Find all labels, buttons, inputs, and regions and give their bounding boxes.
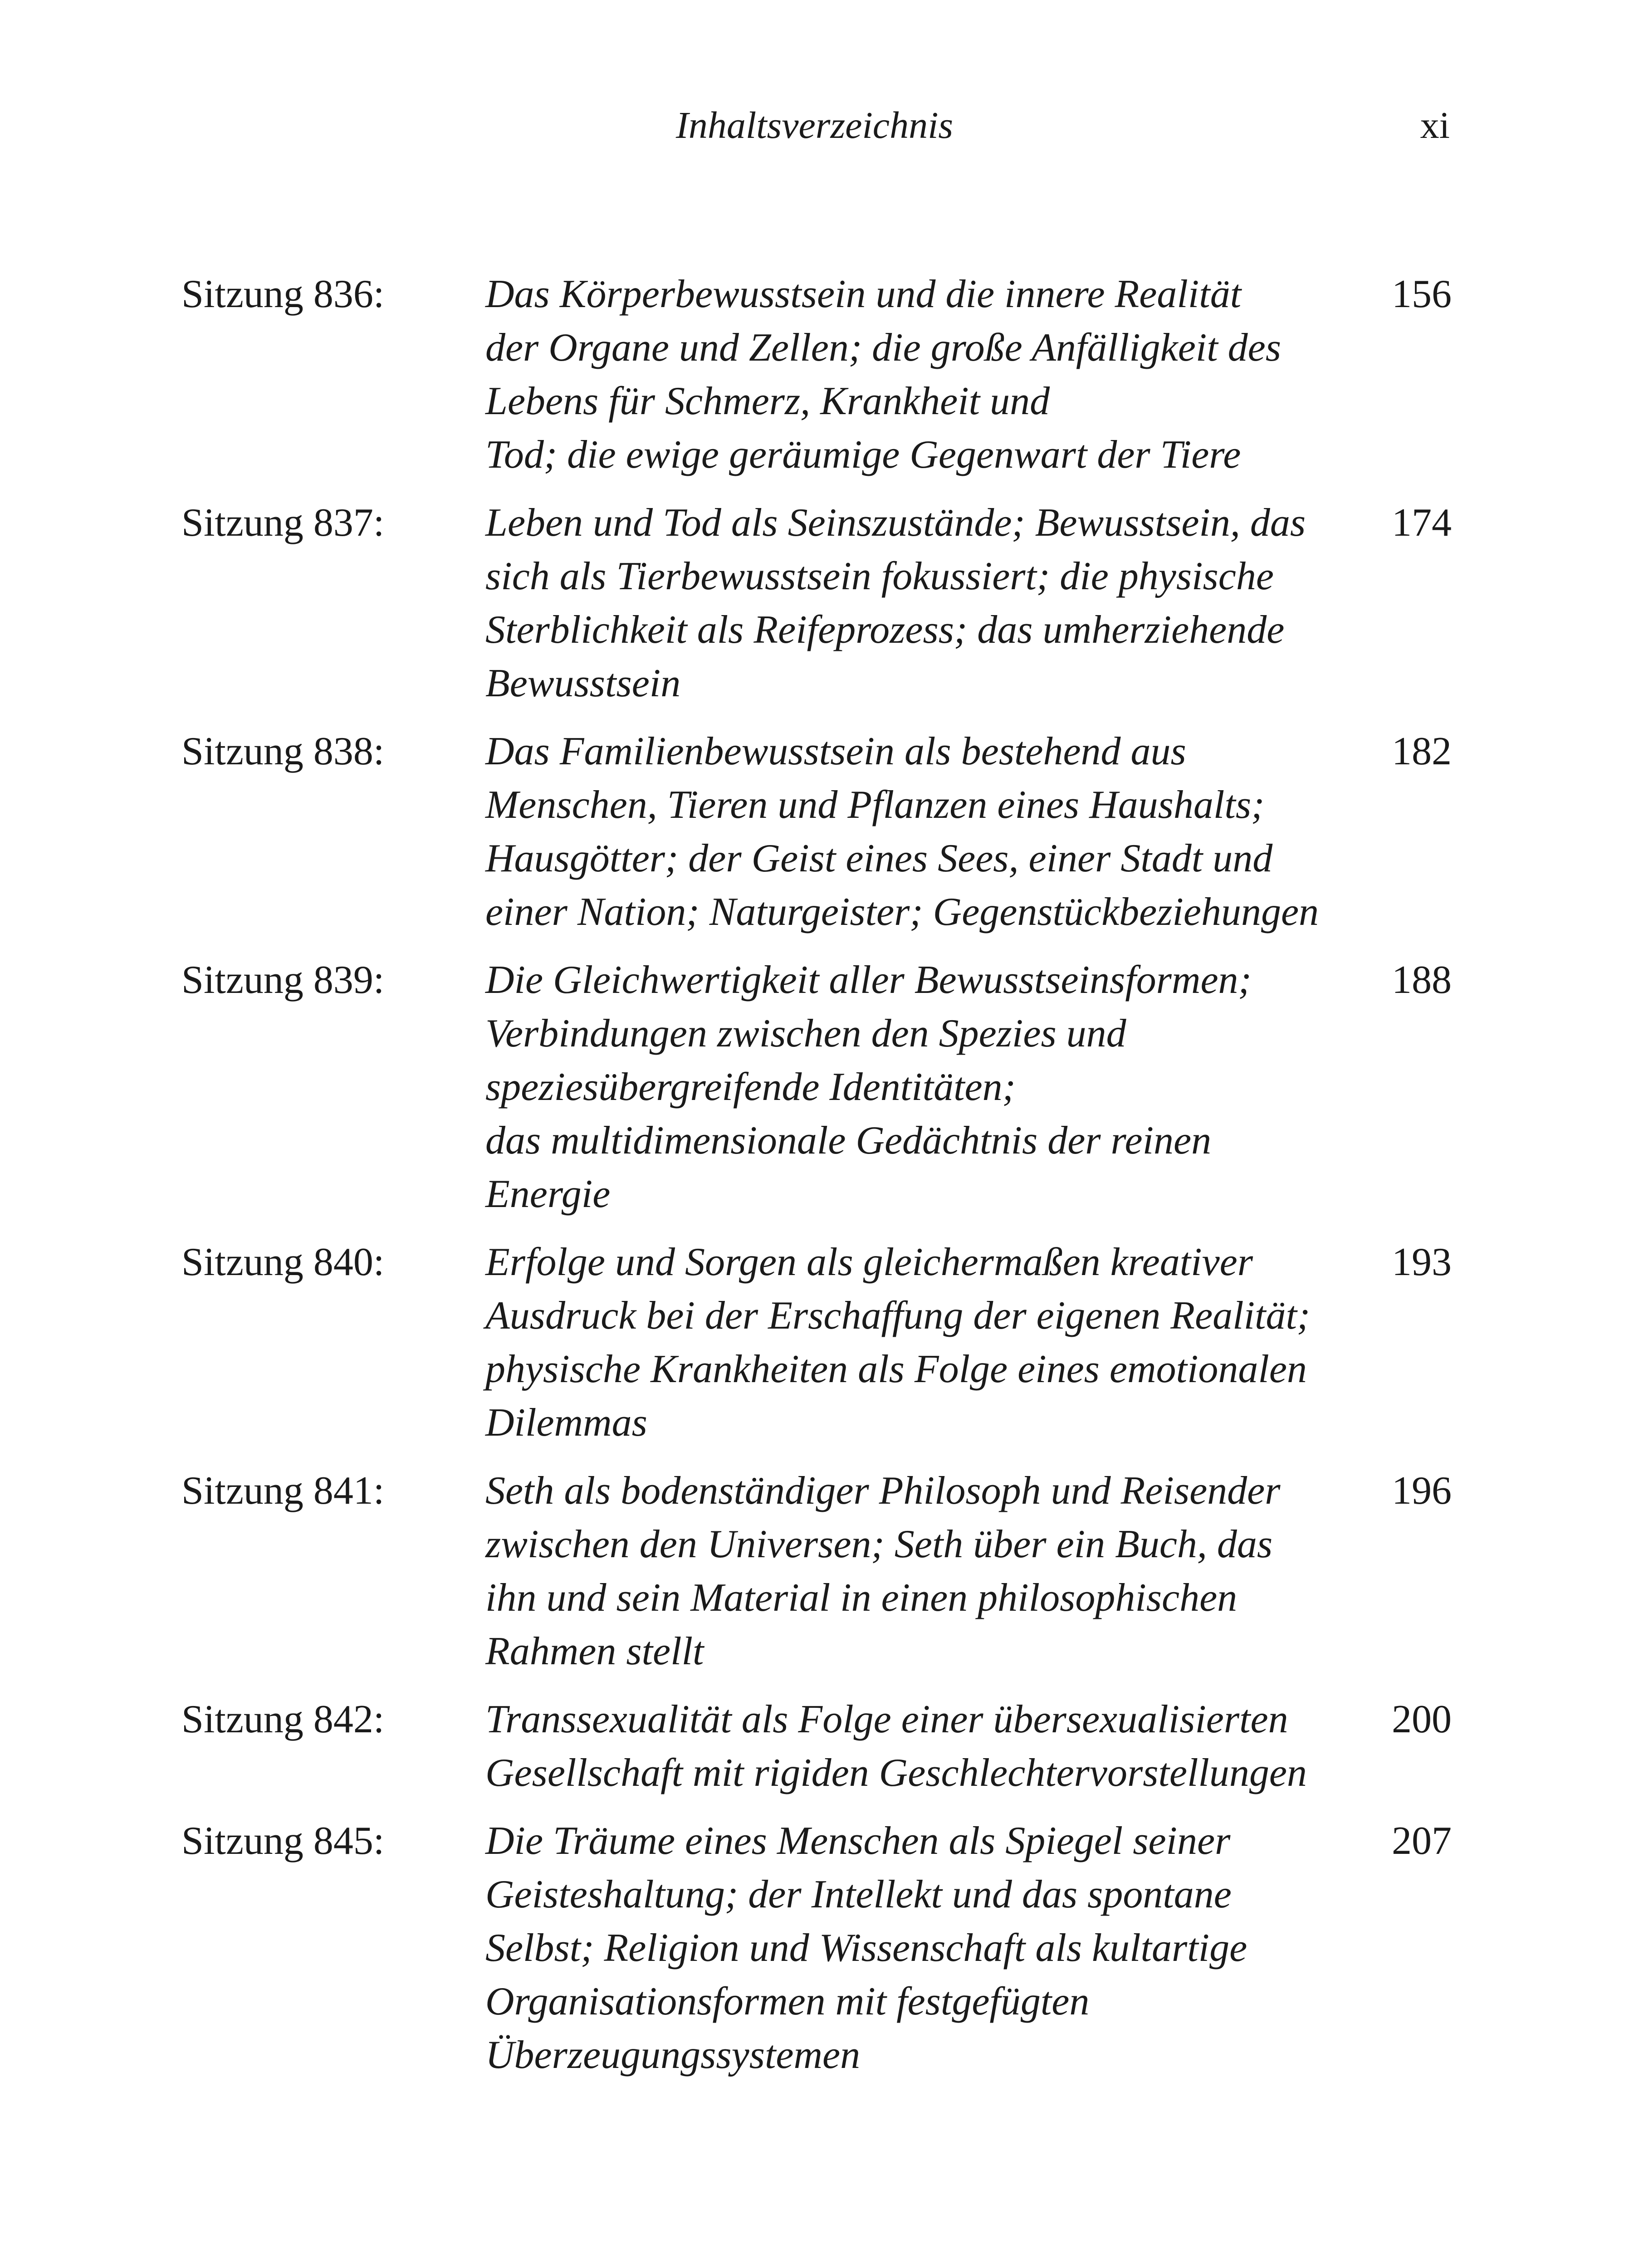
page-header [0,101,1629,151]
toc-entry [181,1236,1452,1450]
session-description [485,953,1347,1221]
description-line: Die Gleichwertigkeit aller Bewusstseinsformen; [485,958,1252,1002]
description-line: Transsexualität als Folge einer übersexualisierten [485,1697,1288,1741]
description-line: ihn und sein Material in einen philosophischen [485,1576,1238,1620]
description-line: speziesübergreifende Identitäten; [485,1065,1016,1109]
description-line: Dilemmas [485,1401,647,1445]
session-description [485,725,1347,939]
toc-entry [181,496,1452,710]
description-line: Ausdruck bei der Erschaffung der eigenen Realität; [485,1294,1311,1338]
toc-entry [181,1693,1452,1800]
description-line: einer Nation; Naturgeister; Gegenstückbeziehungen [485,890,1319,934]
session-label: Sitzung 841: [181,1469,385,1513]
toc-entry [181,725,1452,939]
description-line: Verbindungen zwischen den Spezies und [485,1012,1126,1056]
session-label: Sitzung 837: [181,501,385,545]
description-line: Überzeugungssystemen [485,2033,861,2077]
description-line: Gesellschaft mit rigiden Geschlechtervorstellungen [485,1751,1307,1795]
description-line: Menschen, Tieren und Pflanzen eines Haushalts; [485,783,1265,827]
toc-entry [181,1464,1452,1678]
description-line: Sterblichkeit als Reifeprozess; das umherziehende [485,608,1285,652]
toc-entry [181,1814,1452,2082]
table-of-contents [181,268,1452,2097]
description-line: zwischen den Universen; Seth über ein Buch, das [485,1522,1273,1566]
session-page-number: 188 [1392,958,1452,1002]
description-line: sich als Tierbewusstsein fokussiert; die physische [485,554,1274,598]
session-description [485,1464,1347,1678]
description-line: Tod; die ewige geräumige Gegenwart der Tiere [485,433,1241,477]
session-description [485,268,1347,482]
toc-entry [181,953,1452,1221]
session-label: Sitzung 839: [181,958,385,1002]
running-title: Inhaltsverzeichnis [675,104,954,147]
description-line: Die Träume eines Menschen als Spiegel seiner [485,1819,1231,1863]
description-line: Das Familienbewusstsein als bestehend aus [485,729,1186,773]
description-line: Selbst; Religion und Wissenschaft als kultartige [485,1926,1247,1970]
description-line: Rahmen stellt [485,1629,704,1673]
session-label: Sitzung 840: [181,1240,385,1284]
session-description [485,1814,1347,2082]
description-line: Erfolge und Sorgen als gleichermaßen kreativer [485,1240,1253,1284]
session-label: Sitzung 836: [181,272,385,316]
description-line: Energie [485,1172,611,1216]
session-page-number: 193 [1392,1240,1452,1284]
page-number: xi [1420,104,1450,147]
description-line: Leben und Tod als Seinszustände; Bewusstsein, das [485,501,1306,545]
toc-entry [181,268,1452,482]
description-line: physische Krankheiten als Folge eines emotionalen [485,1347,1307,1391]
description-line: Das Körperbewusstsein und die innere Realität [485,272,1242,316]
session-page-number: 200 [1392,1697,1452,1741]
session-description [485,496,1347,710]
session-page-number: 156 [1392,272,1452,316]
description-line: Organisationsformen mit festgefügten [485,1980,1090,2024]
description-line: Geisteshaltung; der Intellekt und das spontane [485,1872,1232,1916]
description-line: das multidimensionale Gedächtnis der reinen [485,1119,1212,1163]
session-label: Sitzung 845: [181,1819,385,1863]
description-line: Hausgötter; der Geist eines Sees, einer Stadt und [485,836,1273,880]
session-page-number: 182 [1392,729,1452,773]
session-label: Sitzung 838: [181,729,385,773]
description-line: Bewusstsein [485,661,681,705]
description-line: Seth als bodenständiger Philosoph und Reisender [485,1469,1281,1513]
session-page-number: 196 [1392,1469,1452,1513]
session-page-number: 207 [1392,1819,1452,1863]
session-label: Sitzung 842: [181,1697,385,1741]
session-page-number: 174 [1392,501,1452,545]
session-description [485,1693,1347,1800]
session-description [485,1236,1347,1450]
description-line: Lebens für Schmerz, Krankheit und [485,379,1050,423]
description-line: der Organe und Zellen; die große Anfälligkeit des [485,326,1281,370]
